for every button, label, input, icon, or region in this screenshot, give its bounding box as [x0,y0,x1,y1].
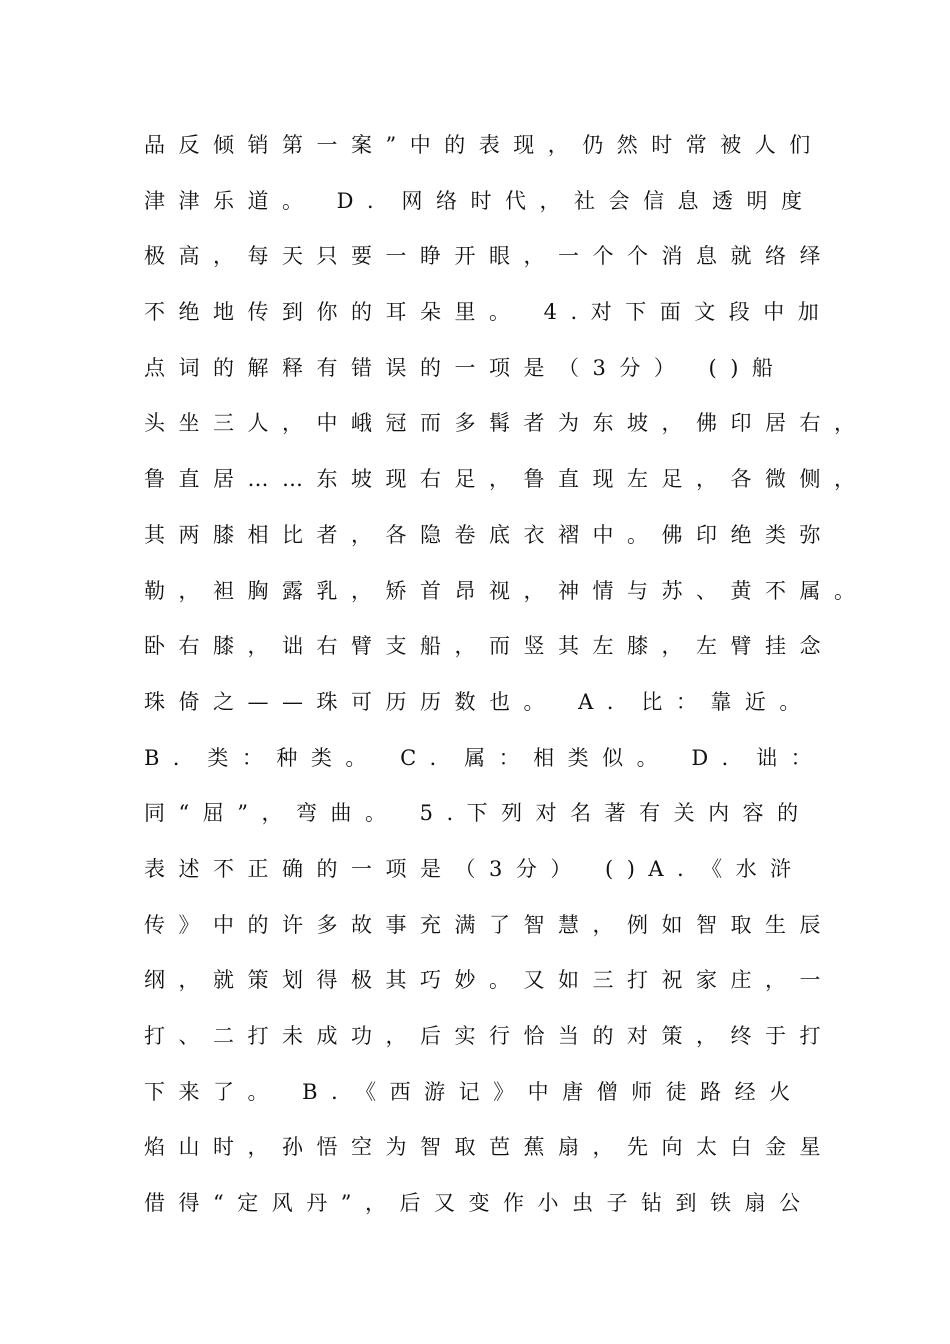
text-line: 打、二打未成功，后实行恰当的对策，终于打 [144,1024,834,1048]
text-line: 传》中的许多故事充满了智慧，例如智取生辰 [144,912,834,937]
text-line: 下来了。 B．《西游记》中唐僧师徒路经火 [144,1079,804,1104]
text-line: 借得“定风丹”，后又变作小虫子钻到铁扇公 [144,1191,814,1216]
text-line: 其两膝相比者，各隐卷底衣褶中。佛印绝类弥 [144,522,834,547]
text-line: 焰山时，孙悟空为智取芭蕉扇，先向太白金星 [144,1135,834,1160]
text-line: 勒，袒胸露乳，矫首昂视，神情与苏、黄不属。 [144,578,869,603]
text-line: 点词的解释有错误的一项是（3分） ()船 [144,355,787,380]
text-line: 鲁直居……东坡现右足，鲁直现左足，各微侧， [144,467,869,492]
text-line: B．类：种类。 C．属：相类似。 D．诎： [144,745,826,770]
text-line: 表述不正确的一项是（3分） ()A．《水浒 [144,856,805,881]
text-line: 头坐三人，中峨冠而多髯者为东坡，佛印居右， [144,411,869,436]
text-line: 卧右膝，诎右臂支船，而竖其左膝，左臂挂念 [144,634,834,659]
text-line: 纲，就策划得极其巧妙。又如三打祝家庄，一 [144,968,834,993]
text-line: 同“屈”，弯曲。 5.下列对名著有关内容的 [144,801,812,826]
text-line: 津津乐道。 D．网络时代，社会信息透明度 [144,188,816,213]
text-line: 极高，每天只要一睁开眼，一个个消息就络绎 [144,244,834,269]
text-line: 品反倾销第一案”中的表现，仍然时常被人们 [144,133,824,157]
document-body [144,127,869,1241]
text-line: 珠倚之——珠可历历数也。 A．比：靠近。 [144,689,814,714]
text-line: 不绝地传到你的耳朵里。 4.对下面文段中加 [144,300,833,325]
